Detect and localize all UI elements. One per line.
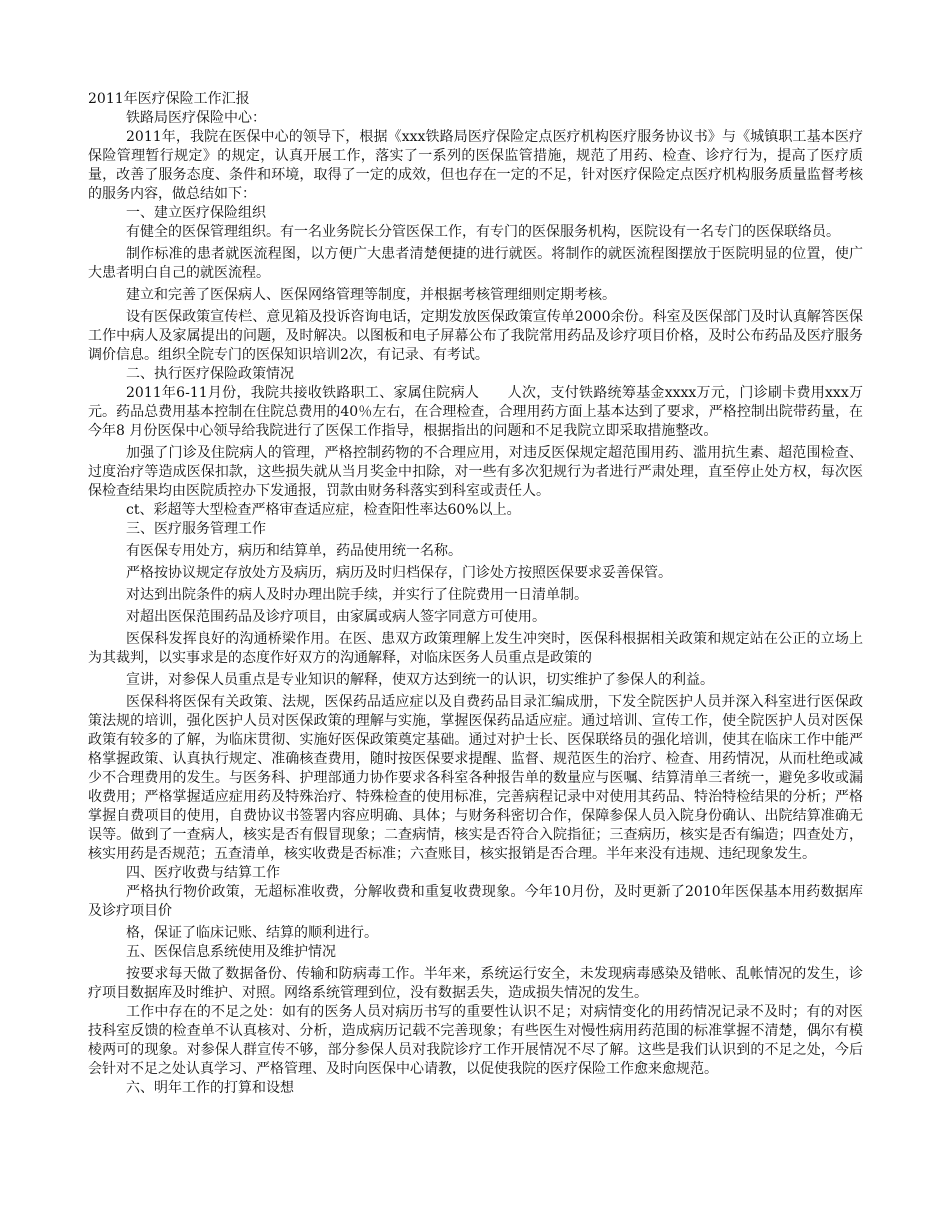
paragraph: 加强了门诊及住院病人的管理，严格控制药物的不合理应用，对违反医保规定超范围用药、滥用抗生素、超范围检查、过度治疗等造成医保扣款，这些损失就从当月奖金中扣除，对一些有多次犯规行为者进行严肃处理，直至停止处方权，每次医保检查结果均由医院质控办下发通报，罚款由财务科落实到科室或责任人。 [88,445,863,499]
paragraph: ct、彩超等大型检查严格审查适应症，检查阳性率达60%以上。 [126,502,521,518]
section-heading-3: 三、医疗服务管理工作 [126,521,266,537]
section-heading-5: 五、医保信息系统使用及维护情况 [126,944,336,960]
paragraph: 有医保专用处方，病历和结算单，药品使用统一名称。 [126,543,462,559]
paragraph: 按要求每天做了数据备份、传输和防病毒工作。半年来，系统运行安全，未发现病毒感染及错帐、乱帐情况的发生，诊疗项目数据库及时维护、对照。网络系统管理到位，没有数据丢失，造成损失情况的发生。 [88,966,863,1001]
salutation: 铁路局医疗保险中心： [126,110,266,126]
document-page [88,90,863,1098]
section-heading-2: 二、执行医疗保险政策情况 [126,366,294,382]
paragraph: 2011年6-11月份，我院共接收铁路职工、家属住院病人 人次，支付铁路统筹基金xxxx万元，门诊刷卡费用xxx万元。药品总费用基本控制在住院总费用的40％左右，在合理检查，合理用药方面上基本达到了要求，严格控制出院带药量，在今年8 月份医保中心领导给我院进行了医保工作指导，根据指出的问题和不足我院立即采取措施整改。 [88,385,863,439]
paragraph: 严格执行物价政策，无超标准收费，分解收费和重复收费现象。今年10月份，及时更新了2010年医保基本用药数据库及诊疗项目价 [88,884,863,919]
paragraph: 严格按协议规定存放处方及病历，病历及时归档保存，门诊处方按照医保要求妥善保管。 [126,565,672,581]
section-heading-6: 六、明年工作的打算和设想 [126,1080,294,1096]
paragraph: 医保科发挥良好的沟通桥梁作用。在医、患双方政策理解上发生冲突时，医保科根据相关政策和规定站在公正的立场上为其裁判，以实事求是的态度作好双方的沟通解释，对临床医务人员重点是政策的 [88,631,863,666]
paragraph: 宣讲，对参保人员重点是专业知识的解释，使双方达到统一的认识，切实维护了参保人的利益。 [126,672,714,688]
section-heading-4: 四、医疗收费与结算工作 [126,865,280,881]
paragraph: 医保科将医保有关政策、法规，医保药品适应症以及自费药品目录汇编成册，下发全院医护人员并深入科室进行医保政策法规的培训，强化医护人员对医保政策的理解与实施，掌握医保药品适应症。通过培训、宣传工作，使全院医护人员对医保政策有较多的了解，为临床贯彻、实施好医保政策奠定基础。通过对护士长、医保联络员的强化培训，使其在临床工作中能严格掌握政策、认真执行规定、准确核查费用，随时按医保要求提醒、监督、规范医生的治疗、检查、用药情况，从而杜绝或减少不合理费用的发生。与医务科、护理部通力协作要求各科室各种报告单的数量应与医嘱、结算清单三者统一，避免多收或漏收费用；严格掌握适应症用药及特殊治疗、特殊检查的使用标准，完善病程记录中对使用其药品、特治特检结果的分析；严格掌握自费项目的使用，自费协议书签署内容应明确、具体；与财务科密切合作，保障参保人员入院身份确认、出院结算准确无误等。做到了一查病人，核实是否有假冒现象；二查病情，核实是否符合入院指征；三查病历，核实是否有编造；四查处方，核实用药是否规范；五查清单，核实收费是否标准；六查账目，核实报销是否合理。半年来没有违规、违纪现象发生。 [88,694,863,862]
paragraph: 设有医保政策宣传栏、意见箱及投诉咨询电话，定期发放医保政策宣传单2000余份。科室及医保部门及时认真解答医保工作中病人及家属提出的问题，及时解决。以图板和电子屏幕公布了我院常用药品及诊疗项目价格，及时公布药品及医疗服务调价信息。组织全院专门的医保知识培训2次，有记录、有考试。 [88,309,863,363]
paragraph: 有健全的医保管理组织。有一名业务院长分管医保工作，有专门的医保服务机构，医院设有一名专门的医保联络员。 [126,224,840,240]
document-title: 2011年医疗保险工作汇报 [88,91,250,107]
section-heading-1: 一、建立医疗保险组织 [126,205,266,221]
paragraph: 对达到出院条件的病人及时办理出院手续，并实行了住院费用一日清单制。 [126,587,588,603]
paragraph: 对超出医保范围药品及诊疗项目，由家属或病人签字同意方可使用。 [126,609,546,625]
paragraph: 建立和完善了医保病人、医保网络管理等制度，并根据考核管理细则定期考核。 [126,287,616,303]
paragraph: 工作中存在的不足之处：如有的医务人员对病历书写的重要性认识不足；对病情变化的用药情况记录不及时；有的对医技科室反馈的检查单不认真核对、分析，造成病历记载不完善现象；有些医生对慢性病用药范围的标准掌握不清楚，偶尔有模棱两可的现象。对参保人群宣传不够，部分参保人员对我院诊疗工作开展情况不尽了解。这些是我们认识到的不足之处，今后会针对不足之处认真学习、严格管理、及时向医保中心请教，以促使我院的医疗保险工作愈来愈规范。 [88,1004,863,1077]
paragraph: 制作标准的患者就医流程图，以方便广大患者清楚便捷的进行就医。将制作的就医流程图摆放于医院明显的位置，使广大患者明白自己的就医流程。 [88,246,863,281]
paragraph: 格，保证了临床记账、结算的顺利进行。 [126,925,378,941]
paragraph-intro: 2011年，我院在医保中心的领导下，根据《xxx铁路局医疗保险定点医疗机构医疗服务协议书》与《城镇职工基本医疗保险管理暂行规定》的规定，认真开展工作，落实了一系列的医保监管措施，规范了用药、检查、诊疗行为，提高了医疗质量，改善了服务态度、条件和环境，取得了一定的成效，但也存在一定的不足，针对医疗保险定点医疗机构服务质量监督考核的服务内容，做总结如下： [88,129,863,202]
